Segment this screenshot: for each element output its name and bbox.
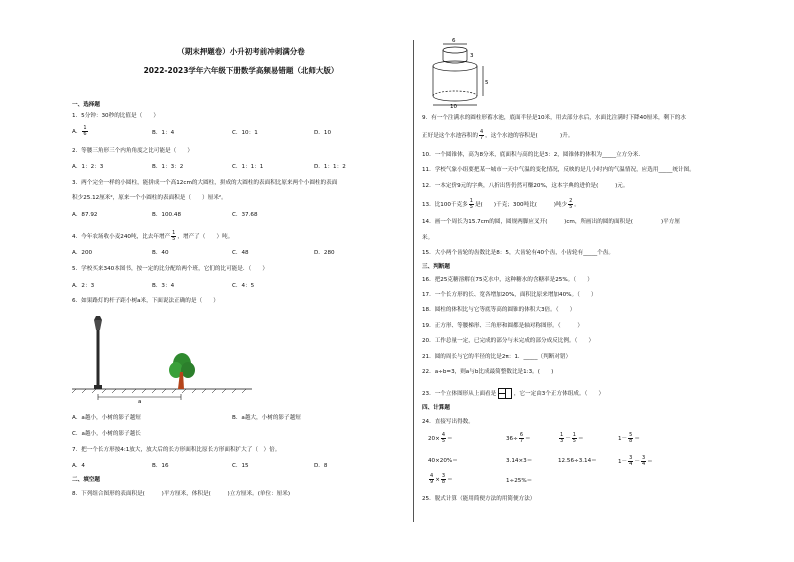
question-15: 15．大小两个齿轮的齿数比是8：5，大齿轮有40个齿，小齿轮有_____个齿。: [422, 250, 614, 256]
question-20: 20．工作总量一定，已完成的部分与未完成的部分成反比例。（ ）: [422, 338, 595, 344]
streetlamp-icon: [94, 316, 102, 389]
top-view-icon: [498, 388, 512, 399]
question-13: 13．比100千克多 $\frac{1}{5}$ 是( )千克；300吨比( )吨少 $\frac{2}{5}$ 。: [422, 198, 580, 210]
fig8-bottom-label: 10: [450, 104, 457, 108]
calc-item-8: 1－ $\frac{3}{4}$ － $\frac{3}{4}$ ＝: [618, 455, 653, 467]
q5-option-b[interactable]: B．3：4: [152, 283, 175, 289]
section-calc: 四、计算题: [422, 405, 450, 411]
calc-item-1: 20× $\frac{4}{5}$ ＝: [428, 432, 453, 444]
question-17: 17．一个长方形的长、宽各增加20%，面积比原来增加40%。（ ）: [422, 292, 597, 298]
exam-title: （期末押题卷）小升初考前冲刺满分卷: [177, 47, 305, 56]
streetlamp-tree-figure: [72, 312, 272, 404]
section-choice: 一、选择题: [72, 102, 100, 108]
section-fill: 二、填空题: [72, 477, 100, 483]
question-14-line1: 14．画一个周长为15.7cm的圆，圆规两脚应叉开( )cm，所画出的圆的面积是( )平方厘: [422, 219, 680, 225]
q1-fraction: $\frac{1}{6}$: [83, 125, 87, 137]
q13-fraction-2: $\frac{2}{5}$: [569, 198, 573, 210]
question-18: 18．圆柱的体积比与它等底等高的圆锥的体积大3倍。（ ）: [422, 307, 576, 313]
question-1: 1．5分钟：30秒的比值是（ ）: [72, 113, 159, 119]
question-8: 8．下列组合图形的表面积是( )平方厘米，体积是( )立方厘米。(单位：厘米): [72, 491, 291, 497]
question-4: 4．今年农场收小麦240吨，比去年增产 $\frac{1}{5}$ ，增产了（ ）吨。: [72, 230, 234, 242]
q7-option-c[interactable]: C．15: [232, 463, 249, 469]
q3-option-c[interactable]: C．37.68: [232, 212, 258, 218]
q6-option-b[interactable]: B．a越大，小树的影子越短: [232, 415, 301, 421]
calc-item-4: 1－ $\frac{5}{8}$ ＝: [618, 432, 640, 444]
ground-hatching: [72, 389, 246, 393]
question-9-line2: 正好是这个水池容积的 $\frac{4}{7}$ ，这个水池的容积是( )升。: [422, 129, 574, 141]
tree-icon: [169, 353, 195, 389]
q6-option-c[interactable]: C．a越小，小树的影子越长: [72, 431, 141, 437]
q4-option-c[interactable]: C．48: [232, 250, 249, 256]
q4-option-b[interactable]: B．40: [152, 250, 169, 256]
q7-option-d[interactable]: D．8: [314, 463, 328, 469]
q13-fraction-1: $\frac{1}{5}$: [469, 198, 473, 210]
left-column: [72, 0, 410, 562]
calc-item-5: 40×20%＝: [428, 458, 458, 464]
q2-option-a[interactable]: A．1：2：3: [72, 164, 104, 170]
q5-option-a[interactable]: A．2：3: [72, 283, 95, 289]
right-column: [422, 0, 740, 562]
fig8-top-label: 6: [452, 38, 456, 44]
question-2: 2．等腰三角形三个内角角度之比可能是（ ）: [72, 148, 194, 154]
question-6: 6．如果路灯的杆子距小树a米，下面说法正确的是（ ）: [72, 298, 219, 304]
q1-option-a[interactable]: [72, 126, 89, 137]
q3-option-a[interactable]: A．87.92: [72, 212, 98, 218]
question-3-line1: 3．两个完全一样的小圆柱，能拼成一个高12cm的大圆柱，拼成的大圆柱的表面积比原来两个小圆柱的表面: [72, 180, 338, 186]
q1-option-b[interactable]: B．1：4: [152, 130, 175, 136]
q2-option-b[interactable]: B．1：3：2: [152, 164, 184, 170]
q7-option-b[interactable]: B．16: [152, 463, 169, 469]
calc-item-3: $\frac{1}{3}$ － $\frac{1}{5}$ ＝: [560, 432, 584, 444]
question-12: 12．一本定价9元的字典，八折出售仍然可赚20%，这本字典的进价是( )元。: [422, 183, 629, 189]
question-11: 11．学校气象小组要把某一城市一天中气温的变化情况，反映的是几小时内的气温情况，应选用_____统计图。: [422, 167, 695, 173]
q4-option-a[interactable]: A．200: [72, 250, 93, 256]
q1-option-a-label: A．: [72, 129, 82, 135]
question-10: 10．一个圆锥体，高为8分米，底面积与高的比是3：2，圆锥体的体积为_____立方分米．: [422, 152, 644, 158]
question-22: 22．a÷b=3，则a与b比成最简整数比是1:3。( ): [422, 369, 554, 375]
calc-item-6: 3.14×3＝: [506, 458, 533, 464]
distance-label-a: a: [138, 399, 142, 404]
question-21: 21．圆的周长与它的半径的比是2π：1．_____（判断对错）: [422, 354, 572, 360]
q2-option-c[interactable]: C．1：1：1: [232, 164, 264, 170]
calc-item-9: $\frac{4}{9}$ × $\frac{3}{8}$ ＝: [430, 473, 453, 485]
q1-option-d[interactable]: D．10: [314, 130, 332, 136]
question-14-line2: 米。: [422, 235, 434, 241]
question-24: 24．直接写出得数。: [422, 419, 474, 425]
section-judge: 三、判断题: [422, 264, 450, 270]
q4-fraction: $\frac{1}{5}$: [172, 230, 176, 242]
question-9-line1: 9．有一个注满水的圆柱形蓄水池，底面半径是10米，用去部分水后，水面比注满时下降40厘米，剩下的水: [422, 115, 686, 121]
q6-option-a[interactable]: A．a越小，小树的影子越短: [72, 415, 141, 421]
question-25: 25．脱式计算（能用简便方法的用简便方法）: [422, 496, 536, 502]
cylinder-combination-figure: [428, 36, 490, 108]
q2-option-d[interactable]: D．1：1：2: [314, 164, 346, 170]
q5-option-c[interactable]: C．4：5: [232, 283, 255, 289]
question-23: 23．一个立体图形从上面看是 ，它一定由3个正方体组成。（ ）: [422, 388, 604, 399]
q4-option-d[interactable]: D．280: [314, 250, 335, 256]
fig8-mid-label: 3: [470, 53, 474, 59]
calc-item-10: 1÷25%＝: [506, 478, 533, 484]
question-5: 5．学校买来340本图书，按一定的比分配给两个班，它们的比可能是．（ ）: [72, 266, 269, 272]
q1-option-c[interactable]: C．10：1: [232, 130, 258, 136]
exam-subtitle: 2022-2023学年六年级下册数学高频易错题（北师大版）: [143, 66, 339, 75]
question-19: 19．正方形、等腰梯形、三角形和圆都是轴对称图形。（ ）: [422, 323, 583, 329]
question-3-line2: 积少25.12厘米²，原来一个小圆柱的表面积是（ ）厘米²。: [72, 195, 227, 201]
calc-item-2: 36÷ $\frac{6}{7}$ ＝: [506, 432, 531, 444]
fig8-right-label: 5: [485, 80, 489, 86]
q7-option-a[interactable]: A．4: [72, 463, 85, 469]
q9-fraction: $\frac{4}{7}$: [479, 129, 484, 141]
column-divider: [413, 40, 414, 522]
question-16: 16．把25克糖溶解在75克水中，这种糖水的含糖率是25%。（ ）: [422, 277, 593, 283]
calc-item-7: 12.56÷3.14＝: [558, 458, 597, 464]
q3-option-b[interactable]: B．100.48: [152, 212, 182, 218]
question-7: 7．把一个长方形按4:1放大，放大后的长方形面积比原长方形面积扩大了（ ）倍。: [72, 447, 281, 453]
